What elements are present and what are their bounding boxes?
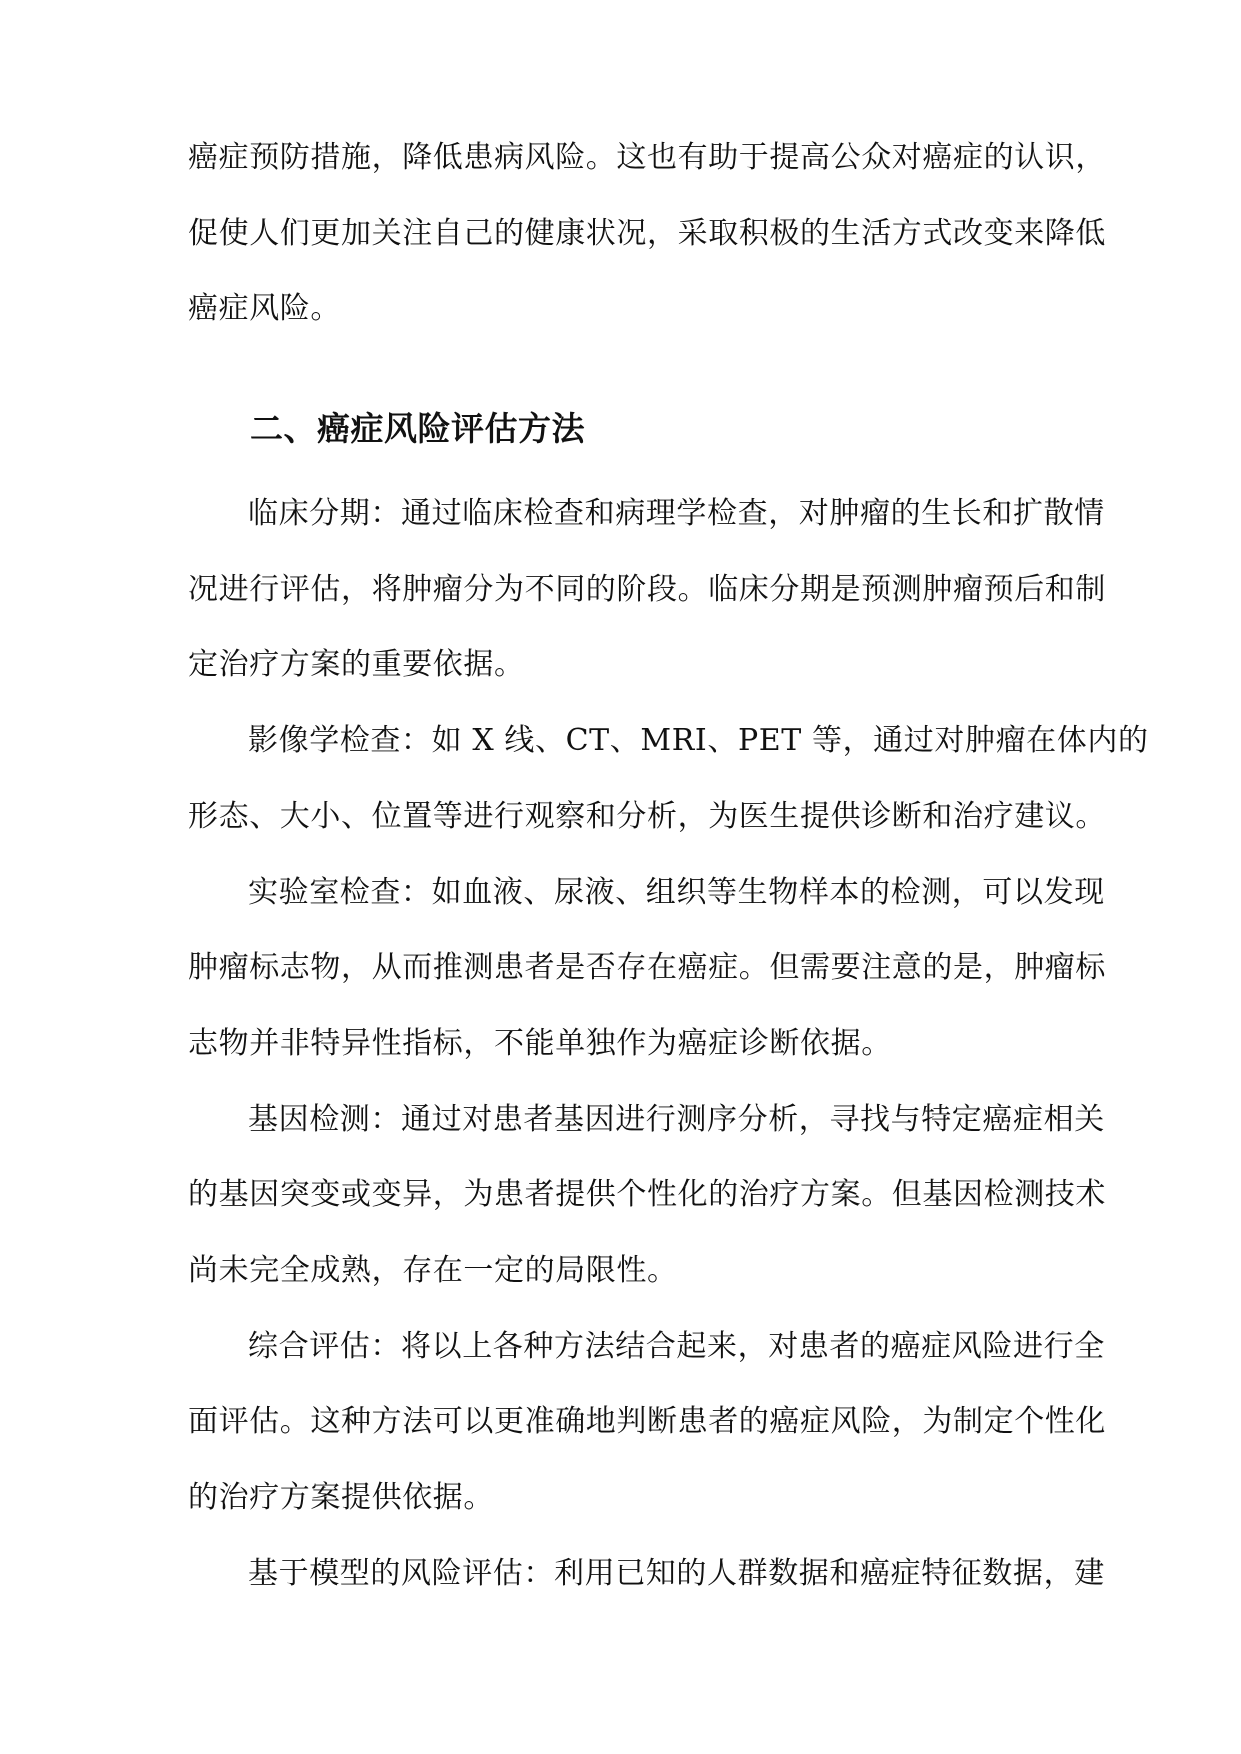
paragraph-lab-tests-line-1: 实验室检查：如血液、尿液、组织等生物样本的检测，可以发现: [248, 875, 1105, 910]
intro-line-2: 促使人们更加关注自己的健康状况，采取积极的生活方式改变来降低: [188, 216, 1106, 251]
paragraph-genetic-testing-line-3: 尚未完全成熟，存在一定的局限性。: [188, 1253, 678, 1288]
paragraph-imaging-line-1: 影像学检查：如 X 线、CT、MRI、PET 等，通过对肿瘤在体内的: [248, 723, 1149, 758]
paragraph-comprehensive-line-1: 综合评估：将以上各种方法结合起来，对患者的癌症风险进行全: [248, 1329, 1105, 1364]
intro-line-3: 癌症风险。: [188, 291, 341, 326]
paragraph-genetic-testing-line-2: 的基因突变或变异，为患者提供个性化的治疗方案。但基因检测技术: [188, 1177, 1106, 1212]
section-heading: 二、癌症风险评估方法: [250, 409, 585, 448]
paragraph-lab-tests-line-2: 肿瘤标志物，从而推测患者是否存在癌症。但需要注意的是，肿瘤标: [188, 950, 1106, 985]
paragraph-clinical-staging-line-1: 临床分期：通过临床检查和病理学检查，对肿瘤的生长和扩散情: [248, 496, 1105, 531]
paragraph-lab-tests-line-3: 志物并非特异性指标，不能单独作为癌症诊断依据。: [188, 1026, 892, 1061]
paragraph-imaging-line-2: 形态、大小、位置等进行观察和分析，为医生提供诊断和治疗建议。: [188, 799, 1106, 834]
paragraph-comprehensive-line-2: 面评估。这种方法可以更准确地判断患者的癌症风险，为制定个性化: [188, 1404, 1106, 1439]
paragraph-genetic-testing-line-1: 基因检测：通过对患者基因进行测序分析，寻找与特定癌症相关: [248, 1102, 1105, 1137]
paragraph-clinical-staging-line-3: 定治疗方案的重要依据。: [188, 647, 525, 682]
paragraph-clinical-staging-line-2: 况进行评估，将肿瘤分为不同的阶段。临床分期是预测肿瘤预后和制: [188, 572, 1106, 607]
paragraph-model-based-line-1: 基于模型的风险评估：利用已知的人群数据和癌症特征数据，建: [248, 1556, 1105, 1591]
paragraph-comprehensive-line-3: 的治疗方案提供依据。: [188, 1480, 494, 1515]
intro-line-1: 癌症预防措施，降低患病风险。这也有助于提高公众对癌症的认识，: [188, 140, 1106, 175]
